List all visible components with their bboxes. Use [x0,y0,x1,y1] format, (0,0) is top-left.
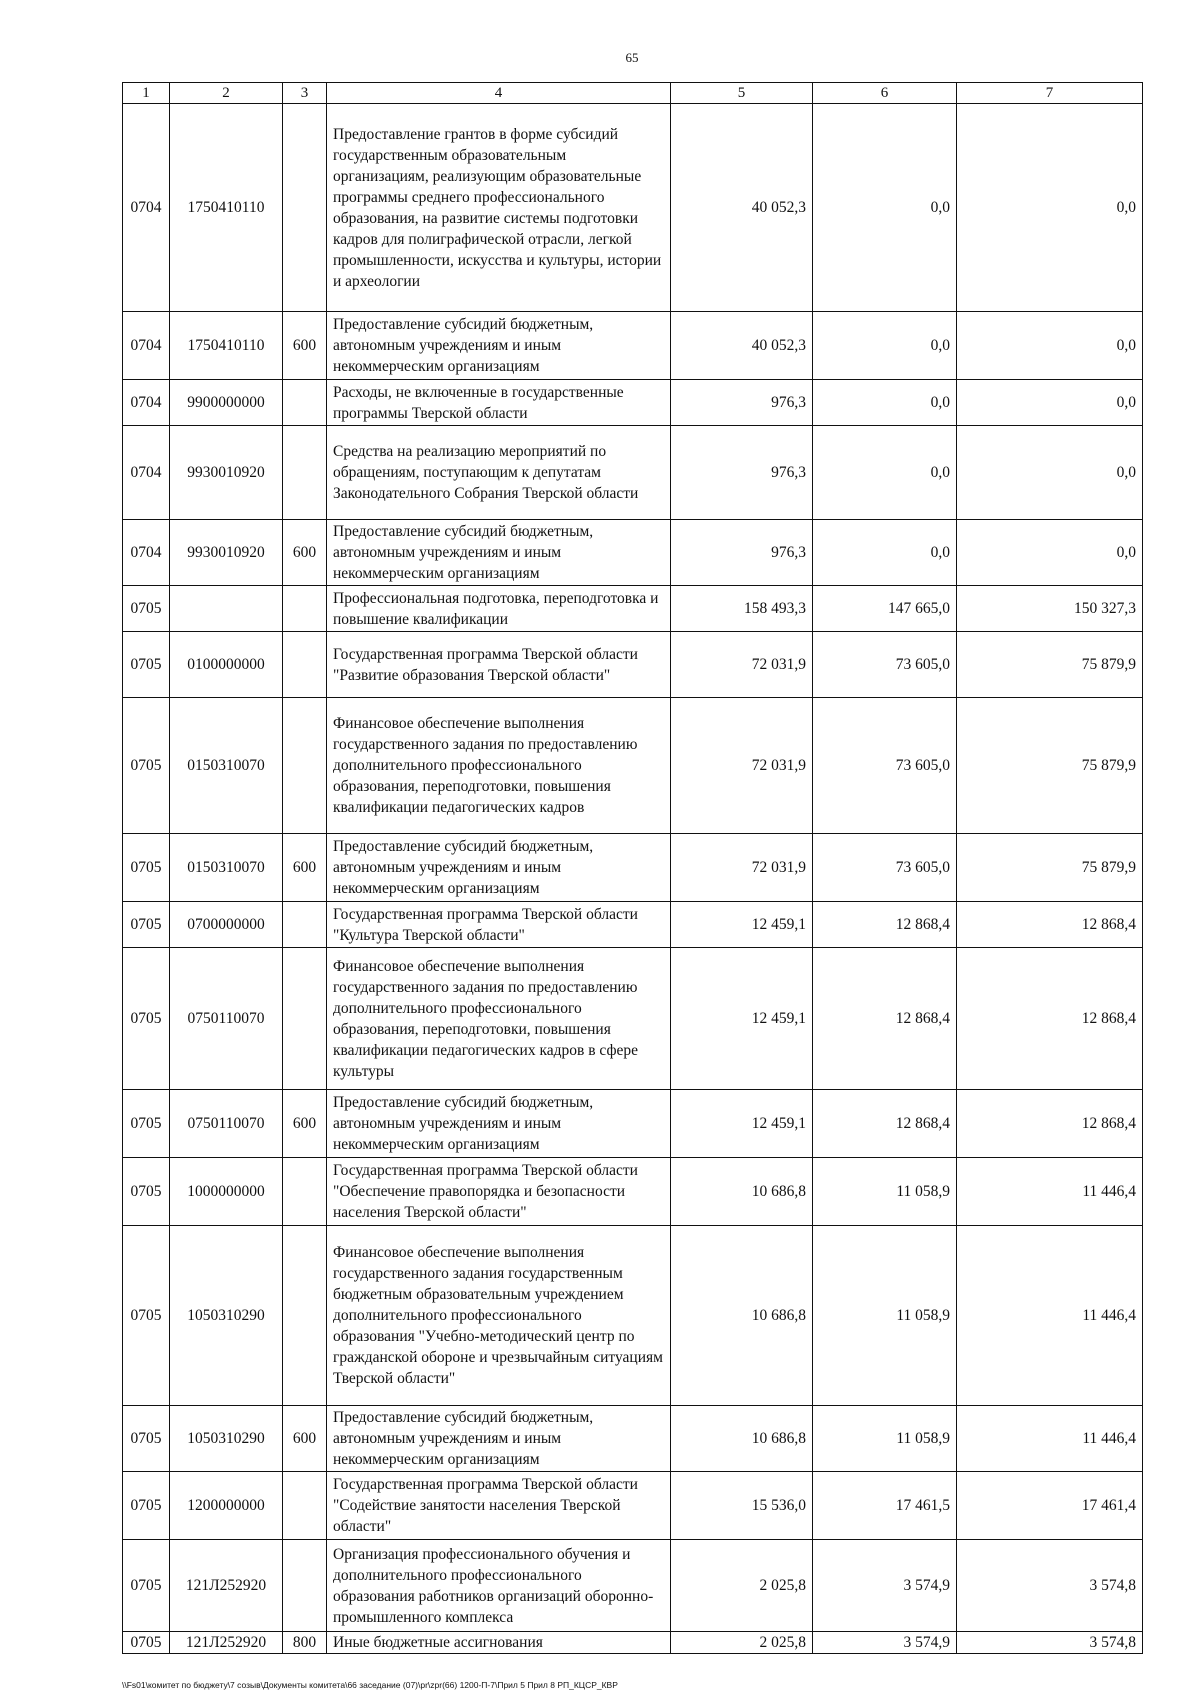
amount-col-7: 12 868,4 [957,902,1143,948]
target-article-code: 0750110070 [170,948,283,1090]
page-number: 65 [625,50,639,65]
table-row [123,1090,1143,1158]
footer-file-path: \\Fs01\комитет по бюджету\7 созыв\Документы комитета\66 заседание (07)\pr\zpr(66) 1200-П-7\Прил 5 Прил 8 РП_КЦСР_КВР [122,1680,618,1690]
header-col-1: 1 [123,83,170,104]
amount-col-7: 0,0 [957,426,1143,520]
row-description: Государственная программа Тверской области "Культура Тверской области" [327,902,671,948]
header-row [123,83,1143,104]
amount-col-6: 0,0 [813,426,957,520]
target-article-code: 121Л252920 [170,1540,283,1632]
amount-col-7: 12 868,4 [957,948,1143,1090]
header-col-5: 5 [671,83,813,104]
row-description: Предоставление грантов в форме субсидий государственным образовательным организациям, реализующим образовательные программы среднего профессионального образования, на развитие системы подготовки кадров для полиграфической отрасли, легкой промышленности, искусства и культуры, истории и археологии [327,104,671,312]
row-description: Государственная программа Тверской области "Содействие занятости населения Тверской области" [327,1472,671,1540]
amount-col-7: 12 868,4 [957,1090,1143,1158]
expense-type-code [283,632,327,698]
expense-type-code [283,426,327,520]
expense-type-code [283,1226,327,1406]
row-description: Государственная программа Тверской области "Развитие образования Тверской области" [327,632,671,698]
table-row [123,902,1143,948]
target-article-code: 0150310070 [170,834,283,902]
amount-col-6: 12 868,4 [813,948,957,1090]
table-row [123,1472,1143,1540]
expense-type-code [283,948,327,1090]
row-description: Иные бюджетные ассигнования [327,1632,671,1654]
row-description: Средства на реализацию мероприятий по обращениям, поступающим к депутатам Законодательного Собрания Тверской области [327,426,671,520]
table-row [123,520,1143,586]
table-row [123,104,1143,312]
row-description: Предоставление субсидий бюджетным, автономным учреждениям и иным некоммерческим организациям [327,1406,671,1472]
expense-type-code: 800 [283,1632,327,1654]
table-row [123,834,1143,902]
row-description: Профессиональная подготовка, переподготовка и повышение квалификации [327,586,671,632]
amount-col-5: 72 031,9 [671,698,813,834]
amount-col-7: 150 327,3 [957,586,1143,632]
amount-col-5: 72 031,9 [671,834,813,902]
amount-col-5: 10 686,8 [671,1158,813,1226]
budget-table [122,82,1143,1654]
header-col-7: 7 [957,83,1143,104]
amount-col-6: 73 605,0 [813,834,957,902]
header-col-4: 4 [327,83,671,104]
amount-col-7: 11 446,4 [957,1226,1143,1406]
amount-col-6: 0,0 [813,520,957,586]
row-description: Организация профессионального обучения и дополнительного профессионального образования работников организаций оборонно-промышленного комплекса [327,1540,671,1632]
amount-col-6: 147 665,0 [813,586,957,632]
section-code: 0704 [123,520,170,586]
expense-type-code: 600 [283,520,327,586]
section-code: 0705 [123,834,170,902]
amount-col-5: 10 686,8 [671,1226,813,1406]
amount-col-5: 12 459,1 [671,948,813,1090]
amount-col-7: 0,0 [957,380,1143,426]
amount-col-7: 0,0 [957,104,1143,312]
amount-col-6: 11 058,9 [813,1158,957,1226]
target-article-code: 1050310290 [170,1406,283,1472]
table-row [123,632,1143,698]
row-description: Финансовое обеспечение выполнения государственного задания государственным бюджетным образовательным учреждением дополнительного профессионального образования "Учебно-методический центр по гражданской обороне и чрезвычайным ситуациям Тверской области" [327,1226,671,1406]
target-article-code: 1200000000 [170,1472,283,1540]
expense-type-code: 600 [283,1406,327,1472]
expense-type-code [283,1472,327,1540]
amount-col-6: 0,0 [813,312,957,380]
amount-col-6: 73 605,0 [813,632,957,698]
amount-col-5: 2 025,8 [671,1540,813,1632]
target-article-code: 121Л252920 [170,1632,283,1654]
table-row [123,1406,1143,1472]
section-code: 0705 [123,902,170,948]
row-description: Государственная программа Тверской области "Обеспечение правопорядка и безопасности населения Тверской области" [327,1158,671,1226]
section-code: 0705 [123,632,170,698]
target-article-code: 9930010920 [170,426,283,520]
amount-col-5: 976,3 [671,520,813,586]
target-article-code: 0100000000 [170,632,283,698]
section-code: 0705 [123,1540,170,1632]
row-description: Предоставление субсидий бюджетным, автономным учреждениям и иным некоммерческим организациям [327,1090,671,1158]
amount-col-6: 3 574,9 [813,1540,957,1632]
section-code: 0705 [123,698,170,834]
amount-col-6: 17 461,5 [813,1472,957,1540]
expense-type-code: 600 [283,312,327,380]
row-description: Предоставление субсидий бюджетным, автономным учреждениям и иным некоммерческим организациям [327,520,671,586]
expense-type-code [283,902,327,948]
section-code: 0705 [123,1226,170,1406]
target-article-code: 1750410110 [170,104,283,312]
section-code: 0705 [123,1406,170,1472]
amount-col-5: 72 031,9 [671,632,813,698]
expense-type-code [283,1540,327,1632]
table-row [123,1158,1143,1226]
row-description: Финансовое обеспечение выполнения государственного задания по предоставлению дополнительного профессионального образования, переподготовки, повышения квалификации педагогических кадров в сфере культуры [327,948,671,1090]
expense-type-code [283,1158,327,1226]
target-article-code: 0750110070 [170,1090,283,1158]
section-code: 0705 [123,948,170,1090]
expense-type-code [283,586,327,632]
amount-col-7: 17 461,4 [957,1472,1143,1540]
amount-col-6: 0,0 [813,380,957,426]
amount-col-6: 11 058,9 [813,1406,957,1472]
target-article-code: 0150310070 [170,698,283,834]
row-description: Предоставление субсидий бюджетным, автономным учреждениям и иным некоммерческим организациям [327,312,671,380]
section-code: 0704 [123,380,170,426]
amount-col-7: 11 446,4 [957,1406,1143,1472]
section-code: 0704 [123,104,170,312]
row-description: Предоставление субсидий бюджетным, автономным учреждениям и иным некоммерческим организациям [327,834,671,902]
section-code: 0705 [123,1090,170,1158]
header-col-2: 2 [170,83,283,104]
target-article-code: 9930010920 [170,520,283,586]
expense-type-code [283,380,327,426]
target-article-code: 1750410110 [170,312,283,380]
amount-col-7: 75 879,9 [957,698,1143,834]
target-article-code: 0700000000 [170,902,283,948]
amount-col-7: 0,0 [957,312,1143,380]
table-row [123,426,1143,520]
row-description: Расходы, не включенные в государственные программы Тверской области [327,380,671,426]
section-code: 0704 [123,426,170,520]
table-row [123,586,1143,632]
expense-type-code [283,104,327,312]
section-code: 0705 [123,1632,170,1654]
table-row [123,1226,1143,1406]
header-col-3: 3 [283,83,327,104]
amount-col-5: 40 052,3 [671,104,813,312]
amount-col-5: 10 686,8 [671,1406,813,1472]
table-row [123,698,1143,834]
amount-col-5: 976,3 [671,426,813,520]
amount-col-7: 75 879,9 [957,632,1143,698]
target-article-code [170,586,283,632]
amount-col-7: 11 446,4 [957,1158,1143,1226]
amount-col-5: 15 536,0 [671,1472,813,1540]
section-code: 0705 [123,1158,170,1226]
table-row [123,380,1143,426]
amount-col-5: 976,3 [671,380,813,426]
header-col-6: 6 [813,83,957,104]
amount-col-6: 0,0 [813,104,957,312]
amount-col-7: 75 879,9 [957,834,1143,902]
amount-col-6: 73 605,0 [813,698,957,834]
table-row [123,948,1143,1090]
table-row [123,312,1143,380]
amount-col-6: 11 058,9 [813,1226,957,1406]
amount-col-6: 12 868,4 [813,1090,957,1158]
amount-col-5: 40 052,3 [671,312,813,380]
section-code: 0705 [123,1472,170,1540]
amount-col-5: 12 459,1 [671,1090,813,1158]
row-description: Финансовое обеспечение выполнения государственного задания по предоставлению дополнительного профессионального образования, переподготовки, повышения квалификации педагогических кадров [327,698,671,834]
amount-col-6: 3 574,9 [813,1632,957,1654]
section-code: 0704 [123,312,170,380]
target-article-code: 1050310290 [170,1226,283,1406]
amount-col-7: 0,0 [957,520,1143,586]
expense-type-code: 600 [283,1090,327,1158]
amount-col-7: 3 574,8 [957,1540,1143,1632]
amount-col-5: 12 459,1 [671,902,813,948]
target-article-code: 9900000000 [170,380,283,426]
expense-type-code [283,698,327,834]
expense-type-code: 600 [283,834,327,902]
amount-col-6: 12 868,4 [813,902,957,948]
section-code: 0705 [123,586,170,632]
table-row [123,1632,1143,1654]
amount-col-5: 158 493,3 [671,586,813,632]
table-row [123,1540,1143,1632]
amount-col-7: 3 574,8 [957,1632,1143,1654]
target-article-code: 1000000000 [170,1158,283,1226]
amount-col-5: 2 025,8 [671,1632,813,1654]
